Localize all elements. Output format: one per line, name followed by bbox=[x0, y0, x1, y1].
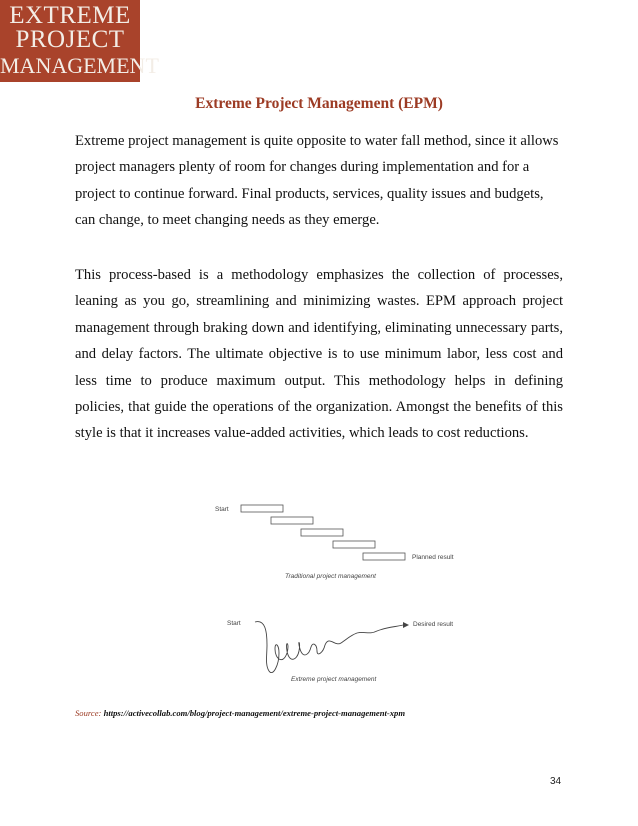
logo-line-3: MANAGEMENT bbox=[0, 53, 159, 78]
extreme-start-label: Start bbox=[227, 620, 241, 627]
figure-source bbox=[75, 708, 405, 718]
waterfall-step bbox=[271, 517, 313, 524]
traditional-start-label: Start bbox=[215, 506, 229, 513]
traditional-caption: Traditional project management bbox=[285, 573, 376, 580]
logo-line-2: PROJECT bbox=[15, 26, 125, 53]
extreme-caption: Extreme project management bbox=[291, 676, 377, 683]
source-url: https://activecollab.com/blog/project-management/extreme-project-management-xpm bbox=[103, 708, 406, 718]
paragraph-1: Extreme project management is quite opposite to water fall method, since it allows project managers plenty of room for changes during implementation and for a project to continue forward. Final products, services, quality issues and budgets, can change, to meet changing needs as they emerge. bbox=[75, 133, 559, 229]
methodology-comparison-diagram bbox=[205, 495, 475, 690]
page-number: 34 bbox=[550, 776, 562, 787]
waterfall-step bbox=[301, 529, 343, 536]
paragraph-2: This process-based is a methodology emphasizes the collection of processes, leaning as you go, streamlining and minimizing wastes. EPM approach project management through braking down and identifying, eliminating unnecessary parts, and delay factors. The ultimate objective is to use minimum labor, less cost and less time to produce maximum output. This methodology helps in defining policies, that guide the operations of the organization. Amongst the benefits of this style is that it increases value-added activities, which leads to cost reductions. bbox=[75, 267, 563, 442]
waterfall-steps bbox=[241, 505, 405, 560]
extreme-project-management-logo bbox=[0, 0, 159, 82]
logo-line-1: EXTREME bbox=[9, 2, 131, 29]
waterfall-step bbox=[333, 541, 375, 548]
source-label: Source: bbox=[75, 708, 102, 718]
waterfall-step bbox=[363, 553, 405, 560]
desired-result-label: Desired result bbox=[413, 621, 454, 628]
section-title: Extreme Project Management (EPM) bbox=[195, 95, 443, 112]
extreme-path-line bbox=[255, 622, 403, 673]
extreme-path-arrow bbox=[403, 622, 409, 628]
planned-result-label: Planned result bbox=[412, 554, 454, 561]
waterfall-step bbox=[241, 505, 283, 512]
